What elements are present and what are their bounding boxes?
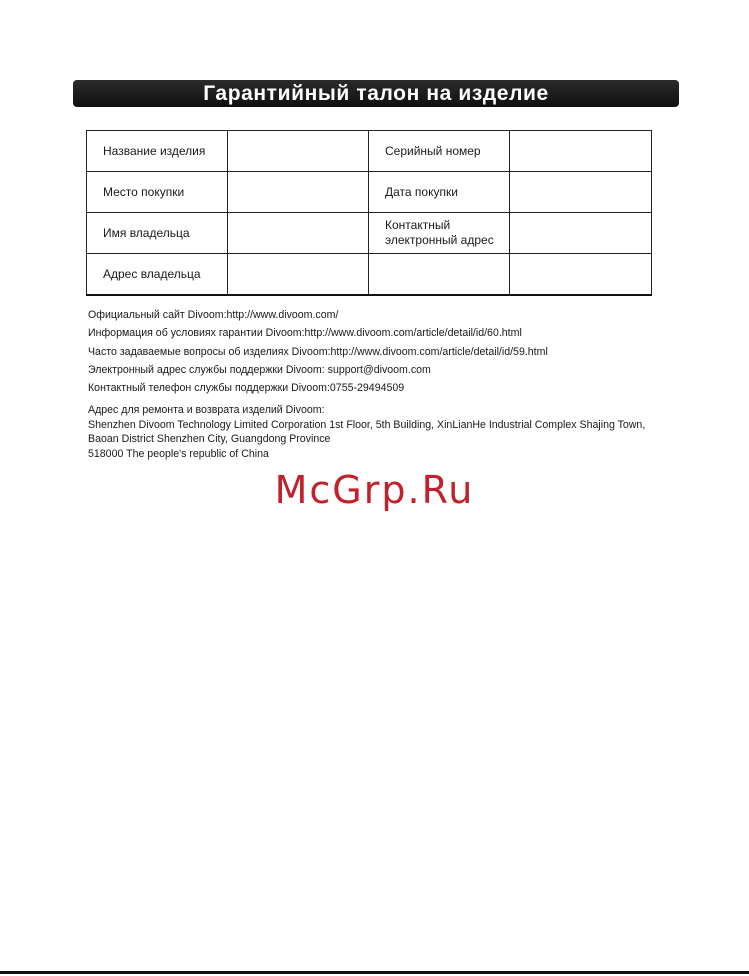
title-banner	[73, 80, 679, 107]
label-owner-name: Имя владельца	[87, 213, 228, 254]
field-purchase-place[interactable]	[228, 172, 369, 213]
table-row	[87, 131, 652, 172]
field-owner-address-extra2[interactable]	[510, 254, 652, 296]
label-product-name: Название изделия	[87, 131, 228, 172]
bottom-divider	[0, 971, 749, 974]
info-line-faq: Часто задаваемые вопросы об изделиях Divoom:http://www.divoom.com/article/detail/id/59.html	[88, 345, 548, 358]
table-row	[87, 213, 652, 254]
field-purchase-date[interactable]	[510, 172, 652, 213]
support-info	[88, 306, 688, 397]
field-serial-number[interactable]	[510, 131, 652, 172]
label-serial-number: Серийный номер	[369, 131, 510, 172]
field-owner-address[interactable]	[228, 254, 369, 296]
page-title: Гарантийный талон на изделие	[203, 81, 549, 105]
warranty-table	[86, 130, 652, 296]
field-product-name[interactable]	[228, 131, 369, 172]
info-line-support-phone: Контактный телефон службы поддержки Divoom:0755-29494509	[88, 382, 405, 395]
label-contact-email: Контактный электронный адрес	[369, 213, 510, 254]
field-contact-email[interactable]	[510, 213, 652, 254]
repair-address-postal: 518000 The people's republic of China	[88, 447, 269, 460]
repair-address	[88, 403, 648, 461]
label-purchase-place: Место покупки	[87, 172, 228, 213]
watermark: McGrp.Ru	[274, 468, 475, 512]
field-owner-address-extra[interactable]	[369, 254, 510, 296]
label-purchase-date: Дата покупки	[369, 172, 510, 213]
repair-address-heading: Адрес для ремонта и возврата изделий Divoom:	[88, 404, 325, 416]
info-line-support-email: Электронный адрес службы поддержки Divoom: support@divoom.com	[88, 363, 431, 376]
table-row	[87, 254, 652, 296]
info-line-website: Официальный сайт Divoom:http://www.divoom.com/	[88, 309, 339, 321]
label-owner-address: Адрес владельца	[87, 254, 228, 296]
repair-address-line: Shenzhen Divoom Technology Limited Corporation 1st Floor, 5th Building, XinLianHe Industrial Complex Shajing Town, Baoan District Shenzhen City, Guangdong Province	[88, 418, 646, 445]
field-owner-name[interactable]	[228, 213, 369, 254]
info-line-warranty-terms: Информация об условиях гарантии Divoom:http://www.divoom.com/article/detail/id/60.html	[88, 327, 522, 340]
table-row	[87, 172, 652, 213]
